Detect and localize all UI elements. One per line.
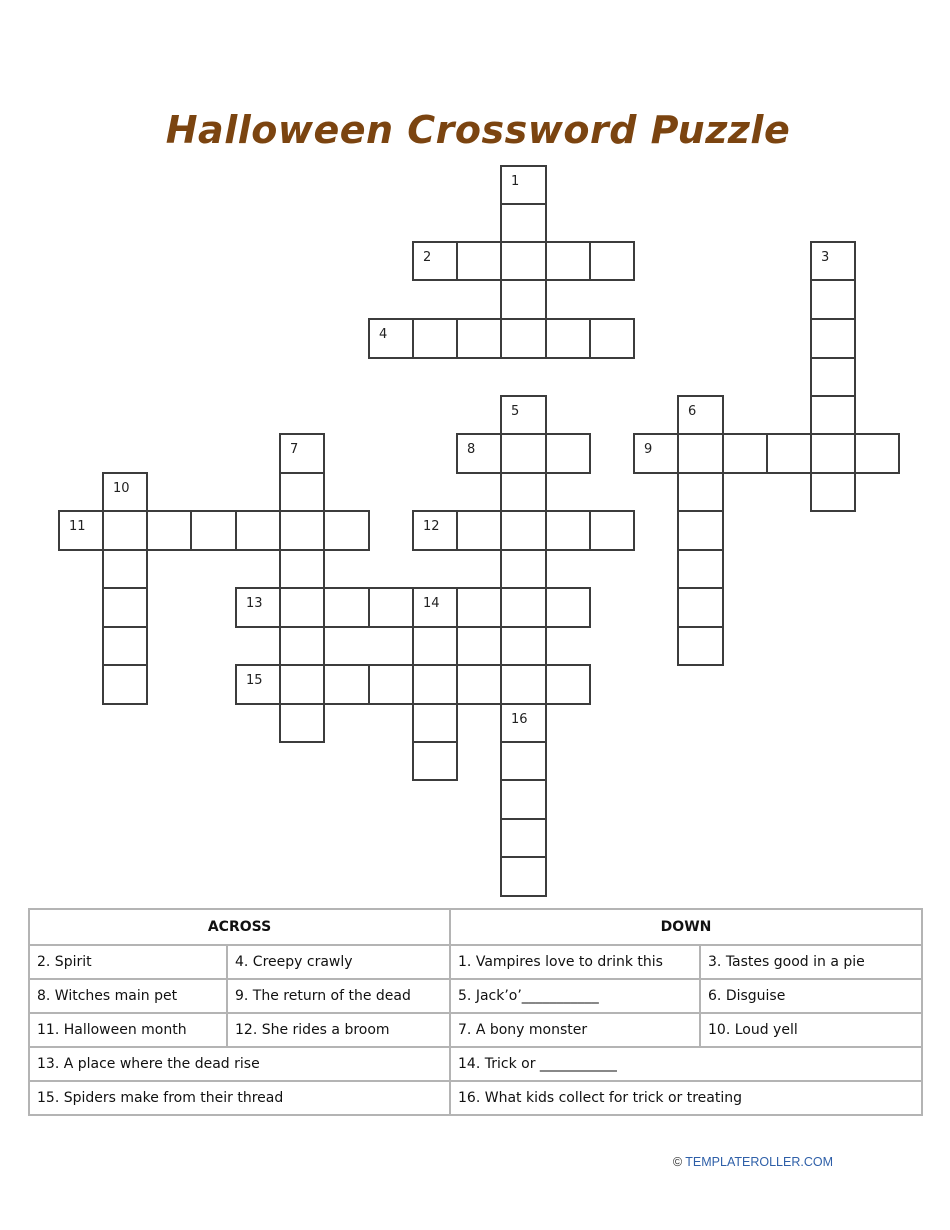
- grid-cell[interactable]: [102, 626, 148, 666]
- grid-cell[interactable]: [500, 856, 547, 897]
- grid-cell[interactable]: [500, 587, 547, 628]
- grid-cell[interactable]: [323, 664, 370, 705]
- grid-cell[interactable]: [766, 433, 812, 474]
- grid-cell[interactable]: [500, 549, 547, 589]
- grid-cell[interactable]: [810, 395, 856, 435]
- page-title: Halloween Crossword Puzzle: [165, 108, 791, 152]
- grid-cell-5[interactable]: [500, 395, 547, 435]
- grid-cell[interactable]: [102, 587, 148, 628]
- grid-cell-1[interactable]: [500, 165, 547, 205]
- grid-cell-3[interactable]: [810, 241, 856, 281]
- grid-cell[interactable]: [500, 241, 547, 281]
- clue-number-4: 4: [379, 327, 388, 342]
- grid-cell[interactable]: [456, 587, 502, 628]
- grid-cell[interactable]: [456, 241, 502, 281]
- grid-cell[interactable]: [545, 433, 591, 474]
- clue-across-9: 9. The return of the dead: [227, 979, 450, 1013]
- grid-cell[interactable]: [279, 510, 325, 551]
- clue-number-5: 5: [511, 404, 520, 419]
- grid-cell[interactable]: [677, 626, 724, 666]
- clue-down-7: 7. A bony monster: [450, 1013, 700, 1047]
- grid-cell[interactable]: [589, 318, 635, 359]
- grid-cell[interactable]: [500, 664, 547, 705]
- clue-row: [29, 1013, 922, 1047]
- grid-cell[interactable]: [412, 664, 458, 705]
- clue-across-8: 8. Witches main pet: [29, 979, 227, 1013]
- grid-cell[interactable]: [235, 510, 281, 551]
- grid-cell[interactable]: [279, 626, 325, 666]
- grid-cell[interactable]: [102, 549, 148, 589]
- grid-cell[interactable]: [500, 472, 547, 512]
- grid-cell[interactable]: [677, 549, 724, 589]
- grid-cell[interactable]: [500, 433, 547, 474]
- grid-cell[interactable]: [500, 626, 547, 666]
- grid-cell[interactable]: [368, 587, 414, 628]
- grid-cell[interactable]: [456, 510, 502, 551]
- grid-cell[interactable]: [545, 510, 591, 551]
- grid-cell[interactable]: [500, 318, 547, 359]
- grid-cell-13[interactable]: [235, 587, 281, 628]
- grid-cell-10[interactable]: [102, 472, 148, 512]
- grid-cell[interactable]: [677, 587, 724, 628]
- clue-down-1: 1. Vampires love to drink this: [450, 945, 700, 979]
- clue-across-11: 11. Halloween month: [29, 1013, 227, 1047]
- clue-across-2: 2. Spirit: [29, 945, 227, 979]
- grid-cell[interactable]: [810, 433, 856, 474]
- grid-cell[interactable]: [190, 510, 237, 551]
- grid-cell[interactable]: [677, 510, 724, 551]
- grid-cell[interactable]: [810, 279, 856, 320]
- clues-table: [28, 908, 923, 1116]
- grid-cell[interactable]: [810, 472, 856, 512]
- clue-down-6: 6. Disguise: [700, 979, 922, 1013]
- down-header: DOWN: [450, 909, 922, 945]
- grid-cell[interactable]: [589, 241, 635, 281]
- grid-cell[interactable]: [323, 587, 370, 628]
- grid-cell-9[interactable]: [633, 433, 679, 474]
- footer: [673, 1155, 833, 1169]
- clue-number-15: 15: [246, 673, 263, 688]
- grid-cell[interactable]: [545, 318, 591, 359]
- clue-number-13: 13: [246, 596, 263, 611]
- clue-number-10: 10: [113, 481, 130, 496]
- grid-cell-7[interactable]: [279, 433, 325, 474]
- clue-number-16: 16: [511, 712, 528, 727]
- clue-number-8: 8: [467, 442, 476, 457]
- grid-cell-16[interactable]: [500, 703, 547, 743]
- grid-cell[interactable]: [368, 664, 414, 705]
- grid-cell[interactable]: [102, 664, 148, 705]
- clue-number-12: 12: [423, 519, 440, 534]
- grid-cell[interactable]: [456, 664, 502, 705]
- grid-cell[interactable]: [500, 741, 547, 781]
- clue-down-14: 14. Trick or ___________: [450, 1047, 922, 1081]
- clue-across-13: 13. A place where the dead rise: [29, 1047, 450, 1081]
- grid-cell[interactable]: [500, 279, 547, 320]
- grid-cell[interactable]: [323, 510, 370, 551]
- grid-cell[interactable]: [545, 241, 591, 281]
- grid-cell[interactable]: [412, 703, 458, 743]
- clue-down-5: 5. Jack’o’___________: [450, 979, 700, 1013]
- grid-cell-12[interactable]: [412, 510, 458, 551]
- grid-cell[interactable]: [279, 703, 325, 743]
- clue-number-11: 11: [69, 519, 86, 534]
- grid-cell[interactable]: [412, 318, 458, 359]
- grid-cell[interactable]: [102, 510, 148, 551]
- grid-cell[interactable]: [500, 203, 547, 243]
- clue-across-4: 4. Creepy crawly: [227, 945, 450, 979]
- grid-cell[interactable]: [810, 357, 856, 397]
- clue-row: [29, 979, 922, 1013]
- clue-number-7: 7: [290, 442, 299, 457]
- clue-across-12: 12. She rides a broom: [227, 1013, 450, 1047]
- copyright-mark: ©: [672, 1155, 683, 1169]
- footer-link[interactable]: TEMPLATEROLLER.COM: [685, 1155, 833, 1169]
- clue-row: [29, 1081, 922, 1115]
- grid-cell[interactable]: [456, 318, 502, 359]
- grid-cell[interactable]: [545, 587, 591, 628]
- grid-cell[interactable]: [545, 664, 591, 705]
- grid-cell[interactable]: [589, 510, 635, 551]
- grid-cell[interactable]: [279, 472, 325, 512]
- grid-cell-6[interactable]: [677, 395, 724, 435]
- grid-cell[interactable]: [146, 510, 192, 551]
- grid-cell-8[interactable]: [456, 433, 502, 474]
- grid-cell[interactable]: [677, 472, 724, 512]
- clue-number-1: 1: [511, 174, 520, 189]
- grid-cell[interactable]: [279, 587, 325, 628]
- grid-cell-11[interactable]: [58, 510, 104, 551]
- grid-cell-2[interactable]: [412, 241, 458, 281]
- grid-cell-14[interactable]: [412, 587, 458, 628]
- clue-across-15: 15. Spiders make from their thread: [29, 1081, 450, 1115]
- grid-cell[interactable]: [279, 549, 325, 589]
- clue-number-9: 9: [644, 442, 653, 457]
- grid-cell[interactable]: [412, 626, 458, 666]
- grid-cell[interactable]: [500, 779, 547, 820]
- grid-cell[interactable]: [500, 510, 547, 551]
- clue-down-16: 16. What kids collect for trick or treating: [450, 1081, 922, 1115]
- grid-cell-4[interactable]: [368, 318, 414, 359]
- clue-row: [29, 1047, 922, 1081]
- clues-header-row: [29, 909, 922, 945]
- clue-down-3: 3. Tastes good in a pie: [700, 945, 922, 979]
- grid-cell[interactable]: [279, 664, 325, 705]
- clue-number-3: 3: [821, 250, 830, 265]
- clue-down-10: 10. Loud yell: [700, 1013, 922, 1047]
- grid-cell[interactable]: [677, 433, 724, 474]
- clue-number-6: 6: [688, 404, 697, 419]
- grid-cell-15[interactable]: [235, 664, 281, 705]
- clue-number-14: 14: [423, 596, 440, 611]
- across-header: ACROSS: [29, 909, 450, 945]
- grid-cell[interactable]: [722, 433, 768, 474]
- clue-number-2: 2: [423, 250, 432, 265]
- grid-cell[interactable]: [500, 818, 547, 858]
- grid-cell[interactable]: [854, 433, 900, 474]
- clue-row: [29, 945, 922, 979]
- grid-cell[interactable]: [412, 741, 458, 781]
- grid-cell[interactable]: [810, 318, 856, 359]
